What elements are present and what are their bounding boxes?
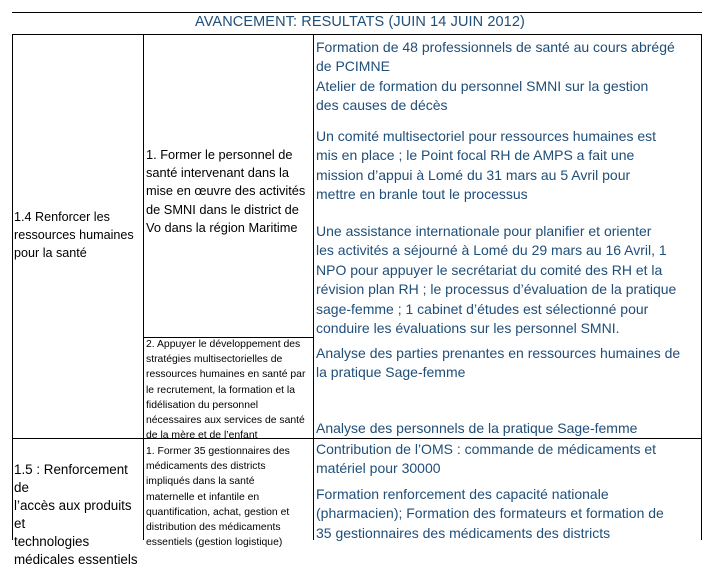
activity-1-5-1: 1. Former 35 gestionnaires des médicaments des districts impliqués dans la santé maternelle et infantile en quantification, achat, gestion et distribution des médicaments essentiels (gestion logistique) — [146, 446, 290, 549]
column-divider-2 — [313, 34, 314, 540]
result-1-5-who-contribution: Contribution de l’OMS : commande de médicaments et matériel pour 30000 — [316, 441, 657, 477]
result-1-4-training: Formation de 48 professionnels de santé au cours abrégé de PCIMNE Atelier de formation du personnel SMNI sur la gestion des causes de décès — [316, 39, 675, 114]
objective-1-5: 1.5 : Renforcement de l’accès aux produits et technologies médicales essentiels — [14, 462, 138, 567]
result-1-4-assistance: Une assistance internationale pour planifier et orienter les activités a séjourné à Lomé du 29 mars au 16 Avril, 1 NPO pour appuyer le secrétariat du comité des RH et la révision plan RH ; le processus d’évaluation de la pratique sage-femme ; 1 cabinet d’études est sélectionné pour conduire les évaluations sur les personnel SMNI. — [316, 223, 677, 337]
top-rule — [12, 12, 702, 13]
activity-1-4-2: 2. Appuyer le développement des stratégies multisectorielles de ressources humaines en santé par le recrutement, la formation et la fidélisation du personnel nécessaires aux services de santé de la mère et de l’enfant — [146, 339, 306, 442]
result-1-4-personnel-analysis: Analyse des personnels de la pratique Sage-femme — [316, 420, 638, 436]
result-1-5-capacity-training: Formation renforcement des capacité nationale (pharmacien); Formation des formateurs et formation de 35 gestionnaires des médicaments des districts — [316, 486, 664, 541]
left-border — [12, 34, 13, 540]
result-1-4-stakeholders: Analyse des parties prenantes en ressources humaines de la pratique Sage-femme — [316, 345, 681, 381]
activity-1-4-1: 1. Former le personnel de santé intervenant dans la mise en œuvre des activités de SMNI dans le district de Vo dans la région Maritime — [146, 147, 306, 235]
header-rule — [12, 34, 702, 35]
objective-1-4: 1.4 Renforcer les ressources humaines pour la santé — [14, 210, 134, 260]
page-title: AVANCEMENT: RESULTATS (JUIN 14 JUIN 2012) — [195, 14, 525, 30]
result-1-4-committee: Un comité multisectoriel pour ressources humaines est mis en place ; le Point focal RH de AMPS a fait une mission d’appui à Lomé du 31 mars au 5 Avril pour mettre en branle tout le processus — [316, 128, 657, 203]
